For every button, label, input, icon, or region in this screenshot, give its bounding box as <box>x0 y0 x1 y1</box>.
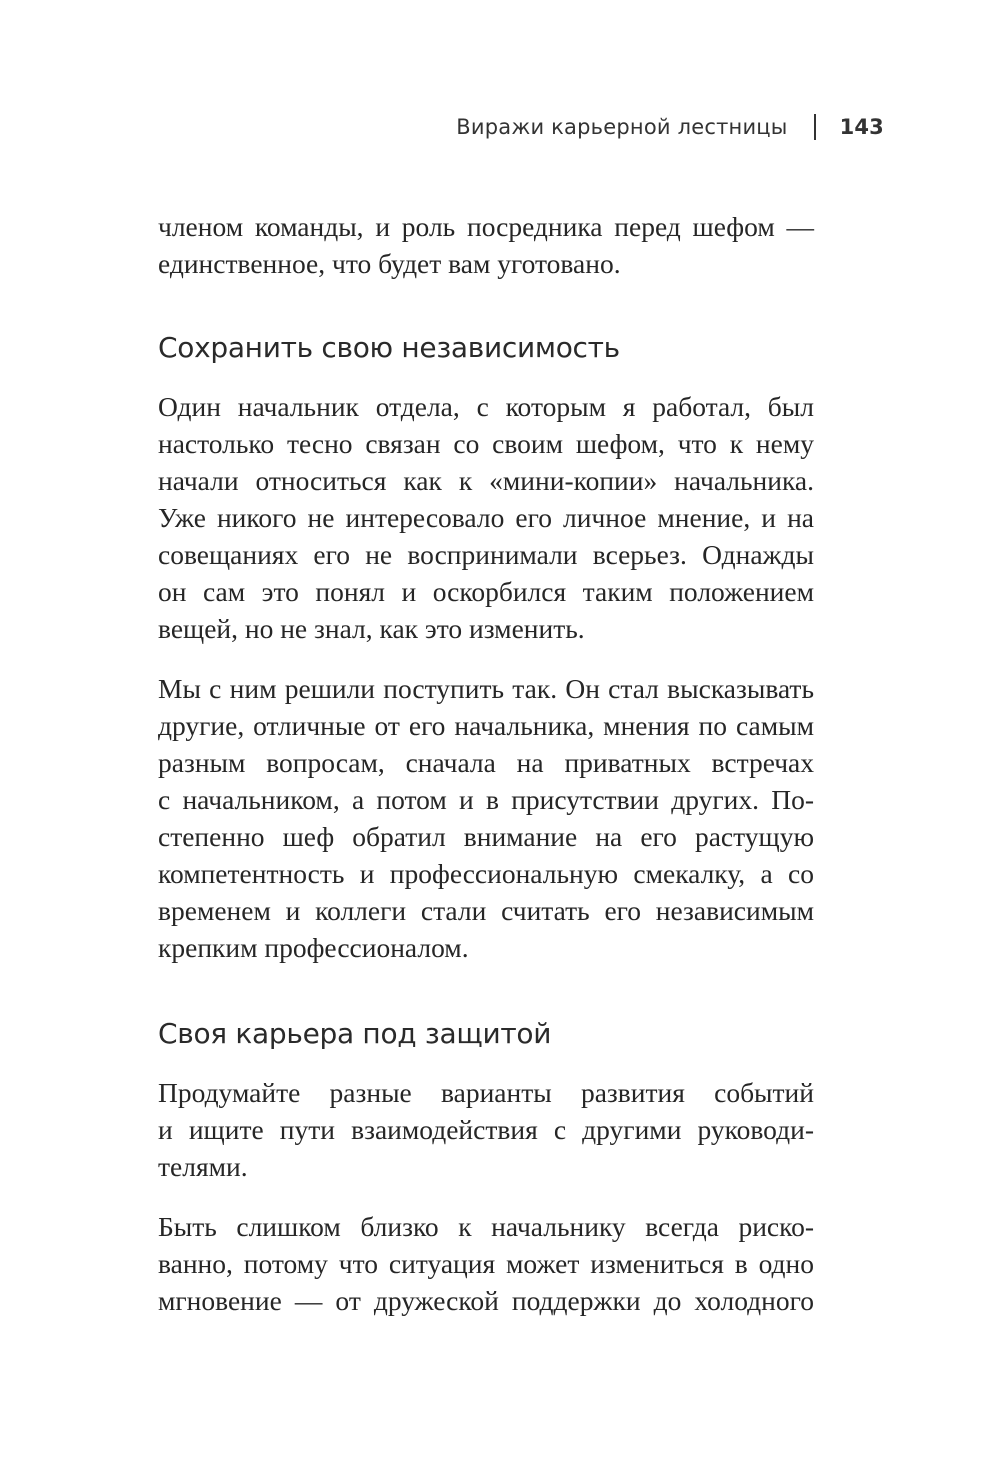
text-line: вещей, но не знал, как это изменить. <box>158 613 585 644</box>
page-number: 143 <box>839 115 884 139</box>
text-line: настолько тесно связан со своим шефом, что к нему <box>158 428 814 459</box>
text-line: временем и коллеги стали считать его независимым <box>158 895 814 926</box>
text-line: членом команды, и роль посредника перед шефом — <box>158 211 814 242</box>
text-line: компетентность и профессиональную смекалку, а со <box>158 858 814 889</box>
text-line: Уже никого не интересовало его личное мнение, и на <box>158 502 814 533</box>
text-line: совещаниях его не воспринимали всерьез. Однажды <box>158 539 814 570</box>
text-line: разным вопросам, сначала на приватных встречах <box>158 747 814 778</box>
paragraph-5 <box>158 1208 814 1319</box>
paragraph-2 <box>158 388 814 647</box>
header-separator <box>814 114 816 140</box>
text-line: начали относиться как к «мини-копии» начальника. <box>158 465 814 496</box>
text-line: телями. <box>158 1151 248 1182</box>
paragraph-1 <box>158 208 814 282</box>
text-line: и ищите пути взаимодействия с другими руководи- <box>158 1114 814 1145</box>
text-line: с начальником, а потом и в присутствии других. По- <box>158 784 814 815</box>
text-line: степенно шеф обратил внимание на его растущую <box>158 821 814 852</box>
text-line: Продумайте разные варианты развития событий <box>158 1077 814 1108</box>
running-head <box>456 114 884 140</box>
text-line: Один начальник отдела, с которым я работал, был <box>158 391 814 422</box>
section-heading-1: Сохранить свою независимость <box>158 331 620 364</box>
text-line: мгновение — от дружеской поддержки до холодного <box>158 1285 814 1316</box>
running-title: Виражи карьерной лестницы <box>456 115 788 139</box>
section-heading-2: Своя карьера под защитой <box>158 1017 552 1050</box>
text-line: Быть слишком близко к начальнику всегда риско- <box>158 1211 814 1242</box>
text-line: другие, отличные от его начальника, мнения по самым <box>158 710 814 741</box>
paragraph-4 <box>158 1074 814 1185</box>
text-line: крепким профессионалом. <box>158 932 469 963</box>
page-body <box>158 208 814 1342</box>
paragraph-3 <box>158 670 814 966</box>
text-line: Мы с ним решили поступить так. Он стал высказывать <box>158 673 814 704</box>
text-line: ванно, потому что ситуация может измениться в одно <box>158 1248 814 1279</box>
text-line: он сам это понял и оскорбился таким положением <box>158 576 814 607</box>
text-line: единственное, что будет вам уготовано. <box>158 248 621 279</box>
